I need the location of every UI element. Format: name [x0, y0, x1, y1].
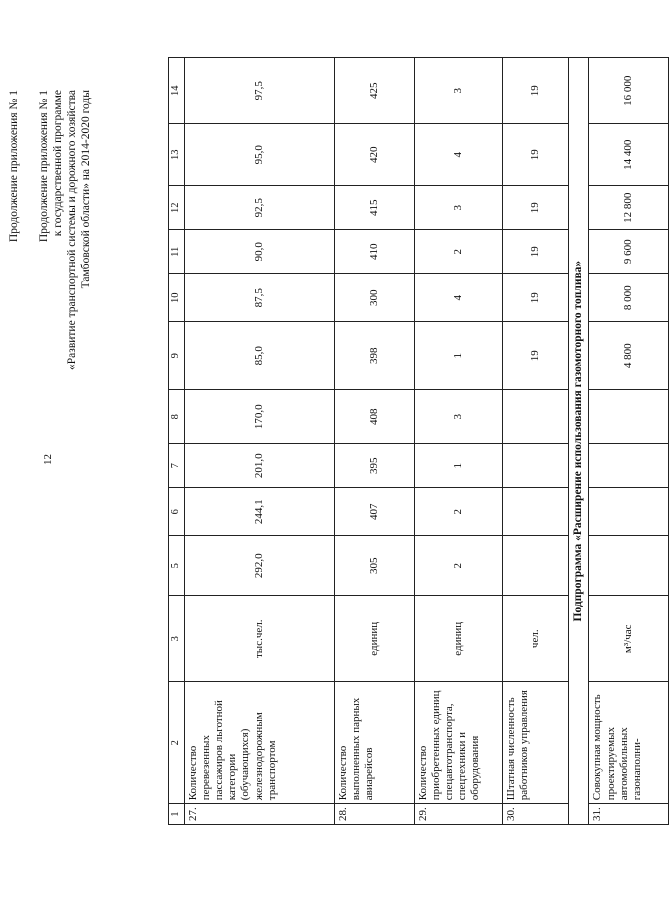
- value-cell: 305: [334, 536, 414, 596]
- value-cell: 292,0: [184, 536, 334, 596]
- value-cell: 19: [502, 274, 568, 322]
- value-cell: 170,0: [184, 390, 334, 444]
- value-cell: 87,5: [184, 274, 334, 322]
- column-number: 6: [169, 488, 185, 536]
- value-cell: 19: [502, 58, 568, 124]
- value-cell: 16 000: [589, 58, 669, 124]
- column-number: 1: [169, 804, 185, 825]
- value-cell: 92,5: [184, 186, 334, 230]
- value-cell: 8 000: [589, 274, 669, 322]
- unit-cell: единиц: [334, 596, 414, 682]
- value-cell: 19: [502, 124, 568, 186]
- value-cell: 201,0: [184, 444, 334, 488]
- value-cell: 300: [334, 274, 414, 322]
- value-cell: [589, 536, 669, 596]
- value-cell: 19: [502, 186, 568, 230]
- value-cell: 90,0: [184, 230, 334, 274]
- continuation-title: Продолжение приложения № 1: [8, 90, 20, 243]
- value-cell: 19: [502, 230, 568, 274]
- value-cell: 97,5: [184, 58, 334, 124]
- row-number: 29.: [414, 804, 502, 825]
- header-line: Тамбовской области» на 2014-2020 годы: [80, 90, 92, 289]
- value-cell: 395: [334, 444, 414, 488]
- value-cell: [502, 488, 568, 536]
- table-row: [184, 58, 334, 825]
- column-number: 11: [169, 230, 185, 274]
- unit-cell: чел.: [502, 596, 568, 682]
- value-cell: 425: [334, 58, 414, 124]
- column-number: 12: [169, 186, 185, 230]
- unit-cell: м³/час: [589, 596, 669, 682]
- value-cell: 2: [414, 230, 502, 274]
- value-cell: [589, 390, 669, 444]
- column-number: 5: [169, 536, 185, 596]
- value-cell: 95,0: [184, 124, 334, 186]
- row-number: 28.: [334, 804, 414, 825]
- indicator-name: Количество выполненных парных авиарейсов: [334, 682, 414, 804]
- value-cell: 4: [414, 124, 502, 186]
- indicator-name: Штатная численность работников управления: [502, 682, 568, 804]
- header-line: к государственной программе: [52, 90, 64, 237]
- value-cell: 2: [414, 536, 502, 596]
- column-number: 9: [169, 322, 185, 390]
- column-number: 2: [169, 682, 185, 804]
- indicator-name: Количество перевезенных пассажиров льготной категории (обучающихся) железнодорожным транспортом: [184, 682, 334, 804]
- value-cell: 85,0: [184, 322, 334, 390]
- column-number: 14: [169, 58, 185, 124]
- value-cell: [502, 390, 568, 444]
- table-row: [589, 58, 669, 825]
- value-cell: [589, 488, 669, 536]
- value-cell: 3: [414, 390, 502, 444]
- value-cell: 9 600: [589, 230, 669, 274]
- column-number: 13: [169, 124, 185, 186]
- value-cell: 14 400: [589, 124, 669, 186]
- page-number: 12: [42, 454, 54, 465]
- row-number: 31.: [589, 804, 669, 825]
- value-cell: 420: [334, 124, 414, 186]
- row-number: 30.: [502, 804, 568, 825]
- column-number: 8: [169, 390, 185, 444]
- value-cell: 408: [334, 390, 414, 444]
- column-number: 7: [169, 444, 185, 488]
- value-cell: 244,1: [184, 488, 334, 536]
- value-cell: 2: [414, 488, 502, 536]
- subprogram-row: [568, 58, 589, 825]
- value-cell: 4 800: [589, 322, 669, 390]
- indicator-name: Количество приобретенных единиц спецавтотранспорта, спецтехники и оборудования: [414, 682, 502, 804]
- value-cell: 1: [414, 322, 502, 390]
- value-cell: [502, 444, 568, 488]
- indicator-name: Совокупная мощность проектируемых автомобильных газонаполни-: [589, 682, 669, 804]
- value-cell: [502, 536, 568, 596]
- value-cell: 12 800: [589, 186, 669, 230]
- value-cell: 4: [414, 274, 502, 322]
- column-number: 10: [169, 274, 185, 322]
- column-number-row: [169, 58, 185, 825]
- table-row: [502, 58, 568, 825]
- subprogram-title: Подпрограмма «Расширение использования газомоторного топлива»: [568, 58, 589, 825]
- header-line: «Развитие транспортной системы и дорожного хозяйства: [66, 90, 78, 370]
- value-cell: 3: [414, 58, 502, 124]
- table-row: [414, 58, 502, 825]
- value-cell: 398: [334, 322, 414, 390]
- header-line: Продолжение приложения № 1: [38, 90, 50, 243]
- value-cell: [589, 444, 669, 488]
- value-cell: 407: [334, 488, 414, 536]
- value-cell: 1: [414, 444, 502, 488]
- value-cell: 19: [502, 322, 568, 390]
- column-number: 3: [169, 596, 185, 682]
- value-cell: 415: [334, 186, 414, 230]
- value-cell: 410: [334, 230, 414, 274]
- indicators-table: [168, 57, 669, 825]
- row-number: 27.: [184, 804, 334, 825]
- unit-cell: тыс.чел.: [184, 596, 334, 682]
- value-cell: 3: [414, 186, 502, 230]
- unit-cell: единиц: [414, 596, 502, 682]
- table-row: [334, 58, 414, 825]
